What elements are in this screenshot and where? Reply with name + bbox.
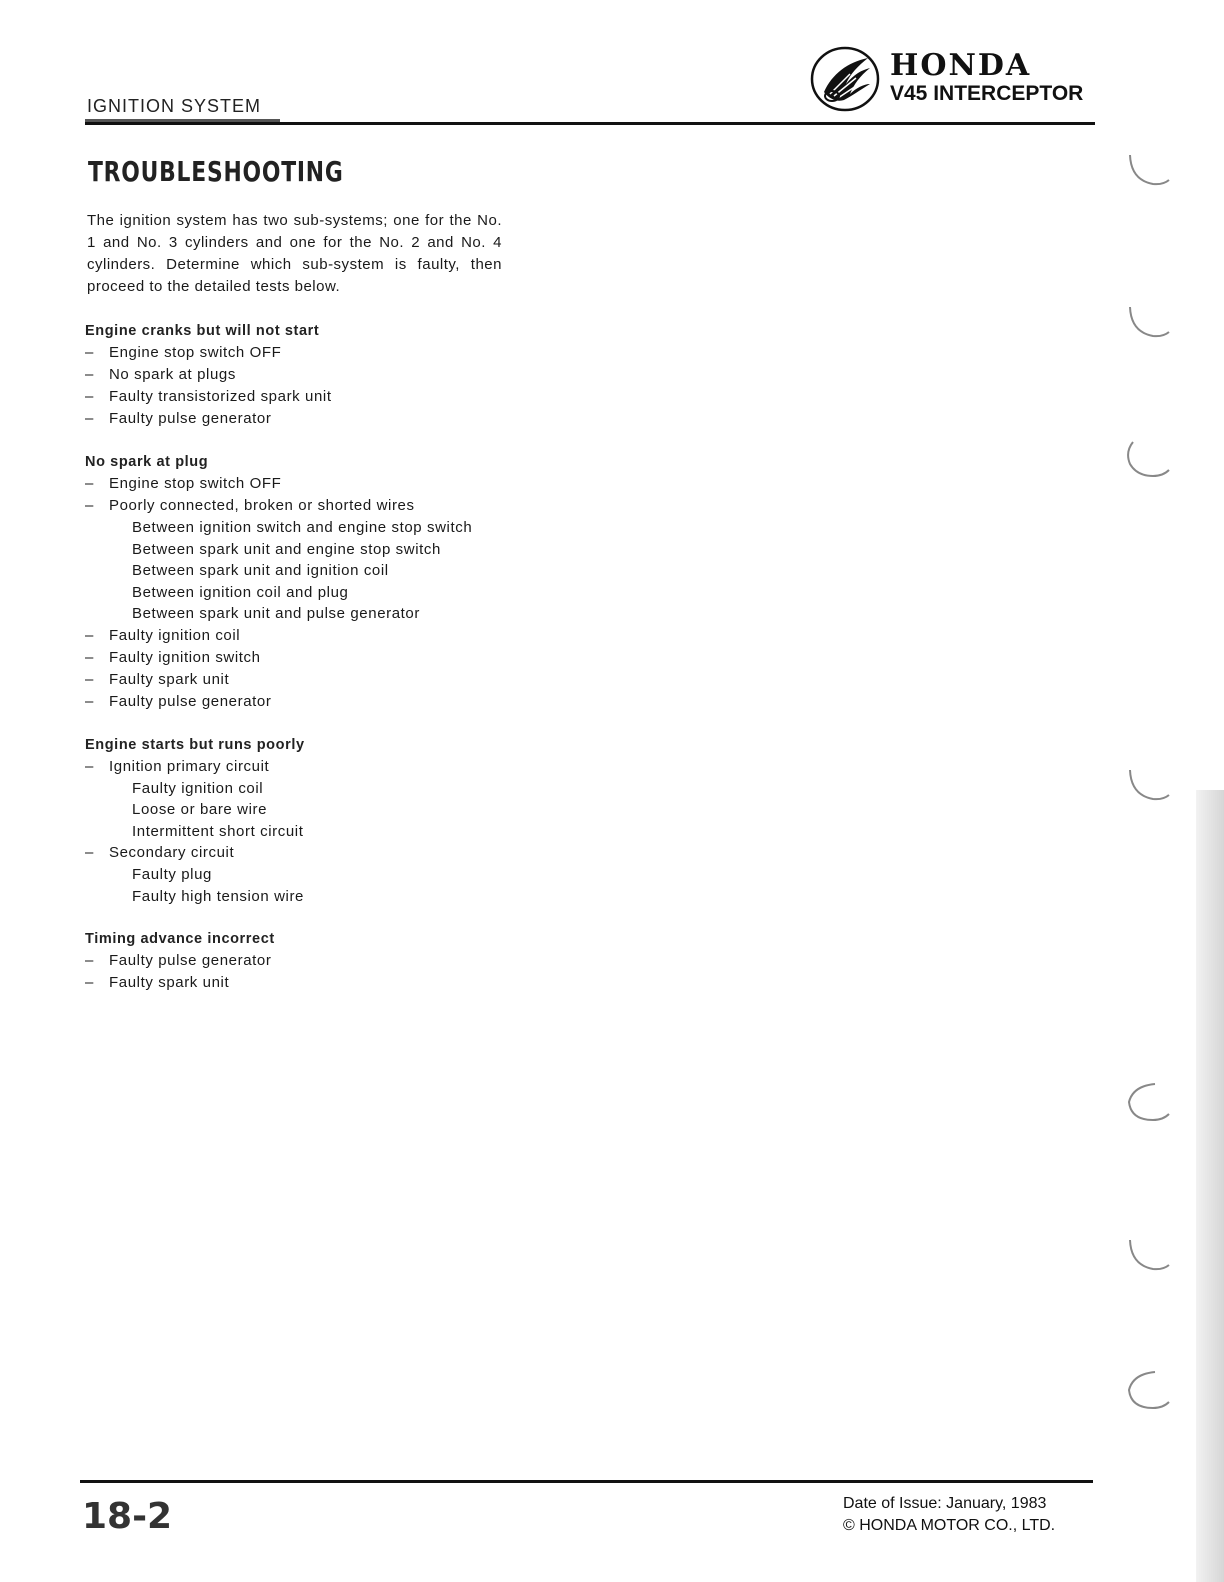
page-title: TROUBLESHOOTING [88,155,344,188]
cause-subitem: Faulty plug [132,866,212,883]
logo-model: V45 INTERCEPTOR [890,82,1084,105]
dash-bullet: – [85,757,94,775]
cause-item [85,756,535,778]
dash-bullet: – [85,410,94,427]
cause-text: Faulty pulse generator [109,692,272,710]
cause-text: Faulty ignition coil [109,626,241,644]
symptom-group [85,928,535,994]
symptom-group [85,734,535,908]
cause-item [85,408,535,430]
logo-brand: HONDA [890,48,1032,83]
symptom-heading: No spark at plug [85,454,209,470]
cause-subitem: Loose or bare wire [132,801,268,818]
cause-subitem: Intermittent short circuit [132,822,304,840]
binder-hole-mark [1125,1370,1170,1412]
dash-bullet: – [85,844,94,861]
dash-bullet: – [85,974,94,991]
cause-text: No spark at plugs [109,366,236,383]
binder-hole-mark [1125,150,1170,192]
honda-wing-icon [810,44,880,114]
binder-hole-mark [1125,1082,1170,1124]
cause-item [85,842,535,864]
cause-item [85,386,535,408]
dash-bullet: – [85,497,94,514]
symptom-heading: Engine cranks but will not start [85,323,320,339]
intro-paragraph: The ignition system has two sub-systems; one for the No. 1 and No. 3 cylinders and one for the No. 2 and No. 4 cylinders. Determine which sub-system is faulty, then proceed to the detailed tests below. [87,212,502,295]
cause-subitem: Between ignition switch and engine stop switch [132,519,473,536]
dash-bullet: – [85,952,94,969]
dash-bullet: – [85,344,94,361]
cause-item [85,972,535,994]
cause-text: Engine stop switch OFF [109,344,282,361]
binder-hole-mark [1125,1235,1170,1277]
cause-text: Faulty spark unit [109,974,230,991]
cause-item [85,473,535,495]
cause-subitem: Between spark unit and pulse generator [132,605,420,622]
page-edge-shade [1196,790,1224,1582]
dash-bullet: – [85,626,94,644]
dash-bullet: – [85,475,94,492]
cause-item [85,950,535,972]
cause-item [85,495,535,517]
cause-subitem: Faulty high tension wire [132,887,304,905]
page-number: 18-2 [82,1496,173,1537]
cause-text: Secondary circuit [109,844,235,861]
cause-item [85,647,535,669]
binder-hole-mark [1125,302,1170,344]
cause-subitem: Between spark unit and ignition coil [132,562,389,579]
symptom-group [85,320,535,430]
troubleshooting-list [85,320,535,1015]
cause-item [85,364,535,386]
cause-text: Faulty ignition switch [109,648,261,666]
binder-hole-mark [1125,440,1170,482]
symptom-group [85,451,535,713]
symptom-heading: Timing advance incorrect [85,931,275,947]
dash-bullet: – [85,648,94,666]
cause-text: Faulty transistorized spark unit [109,388,332,405]
cause-text: Faulty pulse generator [109,952,272,969]
cause-text: Faulty spark unit [109,670,230,688]
cause-item [85,342,535,364]
cause-subitem: Faulty ignition coil [132,779,264,797]
cause-text: Ignition primary circuit [109,757,270,775]
dash-bullet: – [85,388,94,405]
symptom-heading: Engine starts but runs poorly [85,736,305,753]
dash-bullet: – [85,366,94,383]
cause-text: Engine stop switch OFF [109,475,282,492]
cause-text: Faulty pulse generator [109,410,272,427]
dash-bullet: – [85,670,94,688]
issue-block [843,1493,1055,1537]
header-rule [85,122,1095,125]
honda-logo [810,44,1095,114]
issue-date: Date of Issue: January, 1983 [843,1495,1047,1512]
cause-subitem: Between spark unit and engine stop switch [132,540,441,558]
footer-rule [80,1480,1093,1483]
cause-item [85,625,535,647]
cause-item [85,691,535,713]
cause-item [85,669,535,691]
binder-hole-mark [1125,765,1170,807]
copyright: © HONDA MOTOR CO., LTD. [843,1517,1056,1534]
cause-subitem: Between ignition coil and plug [132,583,349,601]
dash-bullet: – [85,692,94,710]
section-label: IGNITION SYSTEM [87,96,262,116]
cause-text: Poorly connected, broken or shorted wires [109,497,415,514]
